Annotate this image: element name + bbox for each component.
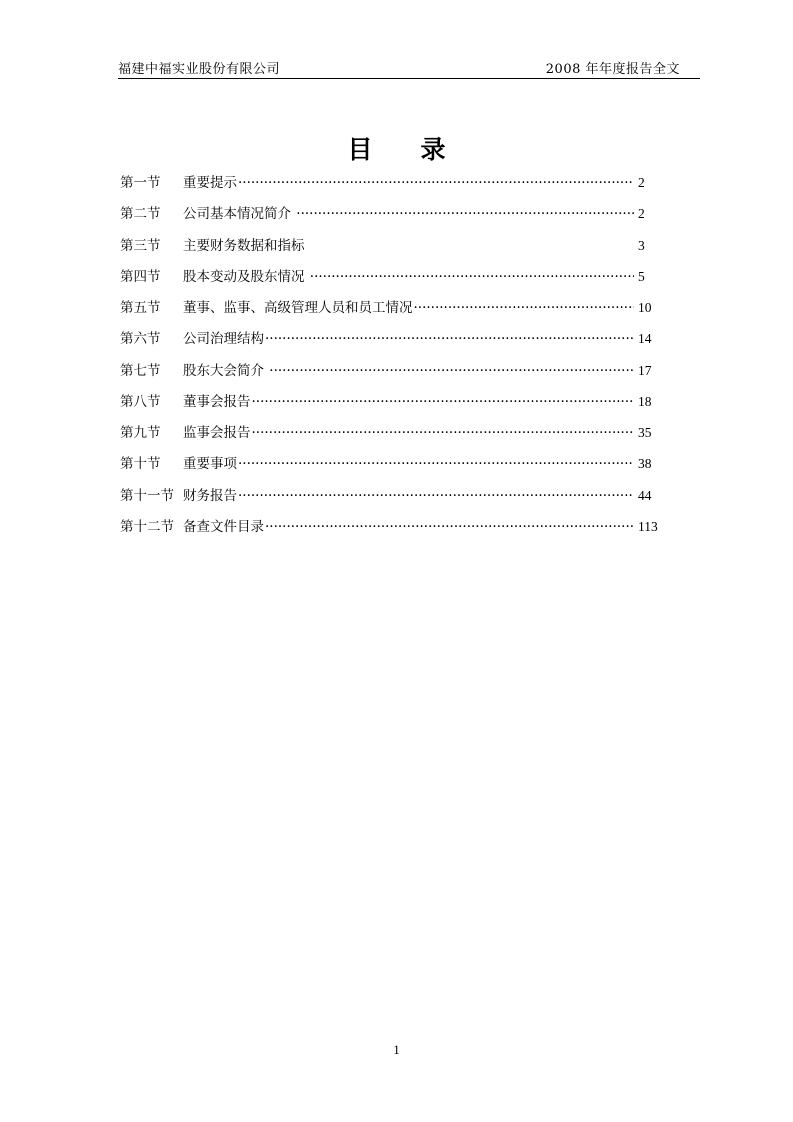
page-number: 1 xyxy=(393,1042,400,1057)
toc-section-number: 第十一节 xyxy=(120,487,174,504)
toc-entry[interactable] xyxy=(120,518,660,549)
toc-entry[interactable] xyxy=(120,268,660,299)
toc-dot-leader xyxy=(238,174,634,192)
toc-section-number: 第六节 xyxy=(120,331,161,348)
toc-entry[interactable] xyxy=(120,455,660,486)
toc-dot-leader xyxy=(414,299,635,317)
header-report-title: 2008 年年度报告全文 xyxy=(545,62,680,77)
toc-section-number: 第十二节 xyxy=(120,518,174,535)
toc-page-number: 18 xyxy=(638,393,652,409)
toc-dot-leader xyxy=(265,330,634,348)
toc-page-number: 44 xyxy=(638,487,652,503)
table-of-contents xyxy=(120,174,660,549)
toc-entry-line xyxy=(183,268,660,286)
toc-page-number: 14 xyxy=(638,331,652,347)
toc-page-number: 3 xyxy=(638,237,645,253)
toc-entry[interactable] xyxy=(120,487,660,518)
toc-section-number: 第一节 xyxy=(120,175,161,191)
toc-dot-leader xyxy=(252,424,635,442)
toc-dot-leader xyxy=(238,487,634,505)
toc-page-number: 2 xyxy=(638,175,645,190)
toc-section-number: 第五节 xyxy=(120,300,161,316)
toc-section-title: 主要财务数据和指标 xyxy=(183,237,305,254)
toc-section-title: 董事会报告 xyxy=(183,393,251,410)
toc-entry-line xyxy=(183,205,660,223)
toc-section-title: 股本变动及股东情况 xyxy=(183,268,309,285)
toc-title: 目录 xyxy=(347,135,494,164)
toc-entry[interactable] xyxy=(120,362,660,393)
toc-entry-line xyxy=(183,393,660,411)
toc-dot-leader xyxy=(265,518,634,536)
toc-dot-leader xyxy=(252,393,635,411)
toc-dot-leader xyxy=(296,205,634,223)
toc-entry[interactable] xyxy=(120,424,660,455)
toc-entry-line xyxy=(183,362,660,380)
toc-entry-line xyxy=(183,518,660,536)
toc-dot-leader xyxy=(310,268,634,286)
toc-entry-line xyxy=(183,174,660,192)
toc-section-title: 董事、监事、高级管理人员和员工情况 xyxy=(183,300,413,316)
toc-entry-line xyxy=(183,299,660,317)
toc-entry-line xyxy=(183,424,660,442)
page-header xyxy=(118,58,700,78)
toc-page-number: 2 xyxy=(638,206,645,222)
toc-entry-line xyxy=(183,487,660,505)
toc-entry[interactable] xyxy=(120,330,660,361)
toc-section-title: 财务报告 xyxy=(183,487,237,504)
toc-section-title: 监事会报告 xyxy=(183,425,251,441)
toc-section-number: 第十节 xyxy=(120,456,161,473)
toc-section-number: 第四节 xyxy=(120,268,161,285)
toc-section-title: 备查文件目录 xyxy=(183,518,264,535)
toc-entry-line xyxy=(183,330,660,348)
toc-section-number: 第八节 xyxy=(120,393,161,410)
toc-section-title: 公司治理结构 xyxy=(183,331,264,348)
toc-page-number: 17 xyxy=(638,362,652,378)
toc-section-title: 重要提示 xyxy=(183,175,237,191)
toc-page-number: 113 xyxy=(638,518,658,534)
toc-dot-leader xyxy=(269,362,634,380)
toc-section-number: 第七节 xyxy=(120,362,161,379)
toc-page-number: 38 xyxy=(638,456,652,472)
toc-section-title: 公司基本情况简介 xyxy=(183,206,296,223)
toc-dot-leader xyxy=(238,455,634,473)
toc-entry[interactable] xyxy=(120,299,660,330)
toc-section-number: 第三节 xyxy=(120,237,161,254)
toc-entry[interactable] xyxy=(120,237,660,268)
toc-section-title: 股东大会简介 xyxy=(183,362,269,379)
toc-page-number: 5 xyxy=(638,268,645,284)
toc-entry-line xyxy=(183,237,660,255)
toc-page-number: 35 xyxy=(638,425,652,440)
toc-entry[interactable] xyxy=(120,174,660,205)
toc-entry[interactable] xyxy=(120,393,660,424)
toc-entry[interactable] xyxy=(120,205,660,236)
header-company-name: 福建中福实业股份有限公司 xyxy=(118,62,281,77)
toc-entry-line xyxy=(183,455,660,473)
toc-page-number: 10 xyxy=(638,300,652,315)
toc-section-title: 重要事项 xyxy=(183,456,237,473)
header-divider xyxy=(118,78,700,79)
toc-section-number: 第九节 xyxy=(120,425,161,441)
toc-section-number: 第二节 xyxy=(120,206,161,223)
